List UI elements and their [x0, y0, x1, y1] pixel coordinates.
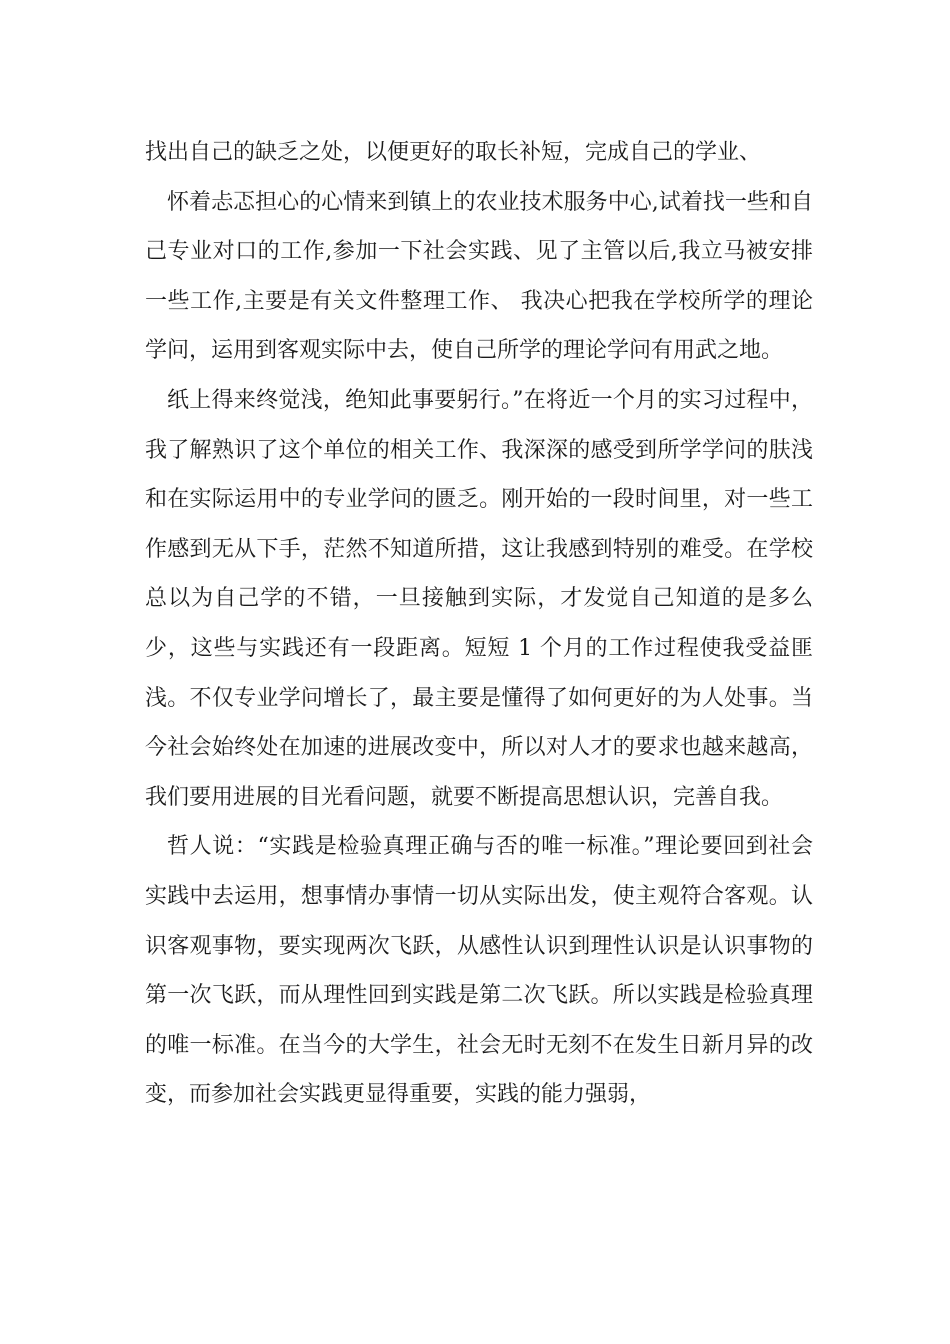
paragraph-4: 哲人说：“实践是检验真理正确与否的唯一标准。”理论要回到社会实践中去运用，想事情办事情一切从实际出发，使主观符合客观。认识客观事物，要实现两次飞跃，从感性认识到理性认识是认识事物的第一次飞跃，而从理性回到实践是第二次飞跃。所以实践是检验真理的唯一标准。在当今的大学生，社会无时无刻不在发生日新月异的改变，而参加社会实践更显得重要，实践的能力强弱， — [145, 834, 813, 1108]
document-body — [145, 128, 813, 1120]
paragraph-3: 纸上得来终觉浅，绝知此事要躬行。”在将近一个月的实习过程中，我了解熟识了这个单位的相关工作、我深深的感受到所学学问的肤浅和在实际运用中的专业学问的匮乏。刚开始的一段时间里，对一些工作感到无从下手，茫然不知道所措，这让我感到特别的难受。在学校总以为自己学的不错，一旦接触到实际，才发觉自己知道的是多么少，这些与实践还有一段距离。短短 1 个月的工作过程使我受益匪浅。不仅专业学问增长了，最主要是懂得了如何更好的为人处事。当今社会始终处在加速的进展改变中，所以对人才的要求也越来越高，我们要用进展的目光看问题，就要不断提高思想认识，完善自我。 — [145, 387, 813, 810]
paragraph-2: 怀着忐忑担心的心情来到镇上的农业技术服务中心,试着找一些和自己专业对口的工作,参加一下社会实践、见了主管以后,我立马被安排一些工作,主要是有关文件整理工作、 我决心把我在学校所学的理论学问，运用到客观实际中去，使自己所学的理论学问有用武之地。 — [145, 189, 813, 364]
paragraph-1: 找出自己的缺乏之处，以便更好的取长补短，完成自己的学业、 — [145, 140, 762, 165]
